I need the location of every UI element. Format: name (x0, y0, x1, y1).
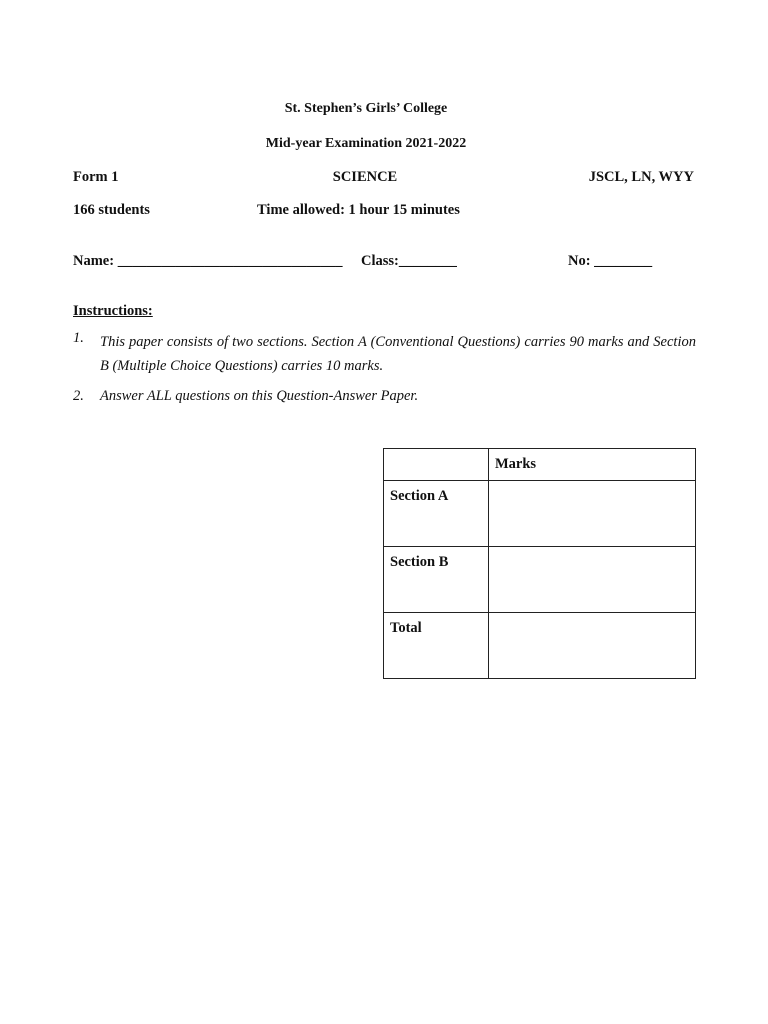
marks-entry-cell[interactable] (489, 481, 696, 547)
time-allowed: Time allowed: 1 hour 15 minutes (257, 202, 460, 218)
total-label: Total (390, 620, 422, 636)
exam-title: Mid-year Examination 2021-2022 (265, 136, 467, 151)
row-label-cell (384, 481, 489, 547)
instruction-text: This paper consists of two sections. Section A (Conventional Questions) carries 90 marks and Section B (Multiple Choice Questions) carries 10 marks. (100, 334, 696, 374)
instructions-heading: Instructions: (73, 303, 153, 319)
student-count: 166 students (73, 202, 150, 218)
section-b-label: Section B (390, 554, 449, 570)
table-row (384, 547, 696, 613)
marks-table (383, 448, 696, 679)
instruction-text: Answer ALL questions on this Question-Answer Paper. (100, 388, 419, 404)
marks-header: Marks (495, 456, 537, 472)
number-field[interactable]: No: ________ (568, 253, 653, 269)
table-header-row (384, 449, 696, 481)
section-a-label: Section A (390, 488, 449, 504)
table-row (384, 481, 696, 547)
class-field[interactable]: Class:________ (361, 253, 457, 269)
subject: SCIENCE (332, 169, 398, 185)
form-level: Form 1 (73, 169, 119, 185)
row-label-cell (384, 613, 489, 679)
marks-entry-cell[interactable] (489, 613, 696, 679)
table-row (384, 613, 696, 679)
school-name: St. Stephen’s Girls’ College (284, 101, 448, 116)
setters: JSCL, LN, WYY (588, 169, 694, 185)
name-field[interactable]: Name: _______________________________ (73, 253, 343, 269)
table-header-cell (489, 449, 696, 481)
row-label-cell (384, 547, 489, 613)
marks-entry-cell[interactable] (489, 547, 696, 613)
instruction-number: 2. (73, 388, 84, 404)
instruction-number: 1. (73, 330, 84, 346)
table-header-cell (384, 449, 489, 481)
